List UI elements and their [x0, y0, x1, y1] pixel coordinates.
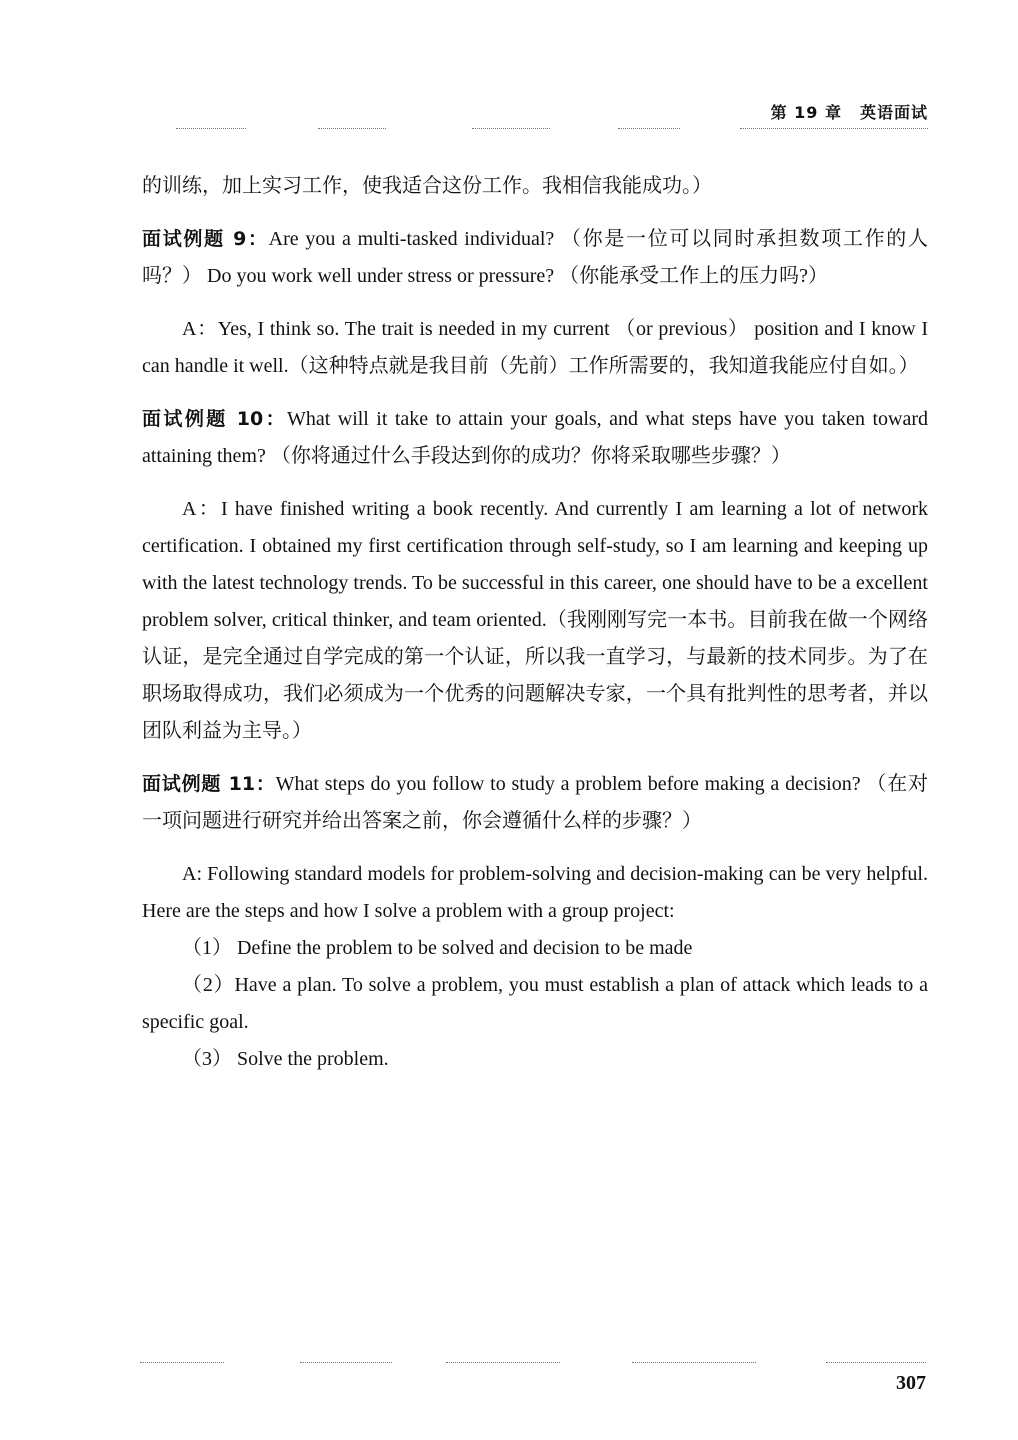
footer-dotted-rule — [446, 1362, 560, 1363]
header-dotted-rule — [740, 128, 928, 129]
header-dotted-rule — [176, 128, 246, 129]
answer-9: A：Yes, I think so. The trait is needed in my current （or previous） position and I know I can handle it well.（这种特点就是我目前（先前）工作所需要的，我知道我能应付自如。） — [142, 318, 928, 377]
header-dotted-rule — [618, 128, 680, 129]
step-item: （1） Define the problem to be solved and decision to be made — [182, 937, 693, 959]
question-label: 面试例题 9： — [142, 228, 269, 250]
page-body — [142, 168, 928, 1078]
question-text: Are you a multi-tasked individual? （你是一位可以同时承担数项工作的人吗？） Do you work well under stress or pressure? （你能承受工作上的压力吗?） — [142, 228, 928, 287]
footer-dotted-rule — [140, 1362, 224, 1363]
answer-10: A：I have finished writing a book recently. And currently I am learning a lot of network certification. I obtained my first certification through self-study, so I am learning and keeping up with the latest technology trends. To be successful in this career, one should have to be a excellent problem solver, critical thinker, and team oriented.（我刚刚写完一本书。目前我在做一个网络认证，是完全通过自学完成的第一个认证，所以我一直学习，与最新的技术同步。为了在职场取得成功，我们必须成为一个优秀的问题解决专家，一个具有批判性的思考者，并以团队利益为主导。） — [142, 498, 928, 742]
header-dotted-rule — [472, 128, 550, 129]
question-text: What will it take to attain your goals, and what steps have you taken toward attaining them? （你将通过什么手段达到你的成功？你将采取哪些步骤？） — [142, 408, 928, 467]
header-dotted-rule — [318, 128, 386, 129]
question-text: What steps do you follow to study a problem before making a decision? （在对一项问题进行研究并给出答案之前，你会遵循什么样的步骤？） — [142, 773, 929, 832]
question-11 — [142, 766, 928, 840]
chapter-number: 第 19 章 — [770, 103, 842, 122]
question-label: 面试例题 11： — [142, 773, 276, 795]
answer-11: A: Following standard models for problem-solving and decision-making can be very helpful. Here are the steps and how I solve a problem with a group project: — [142, 863, 928, 922]
footer-dotted-rule — [826, 1362, 926, 1363]
footer-dotted-rule — [300, 1362, 392, 1363]
step-item: （3） Solve the problem. — [182, 1048, 389, 1070]
chapter-title: 英语面试 — [859, 103, 928, 122]
running-header — [771, 100, 928, 123]
footer-dotted-rule — [632, 1362, 756, 1363]
question-label: 面试例题 10： — [142, 408, 288, 430]
question-9 — [142, 221, 928, 295]
continuation-paragraph: 的训练，加上实习工作，使我适合这份工作。我相信我能成功。） — [142, 175, 712, 197]
question-10 — [142, 401, 928, 475]
step-item: （2）Have a plan. To solve a problem, you must establish a plan of attack which leads to a specific goal. — [142, 974, 928, 1033]
page-number: 307 — [896, 1372, 926, 1394]
